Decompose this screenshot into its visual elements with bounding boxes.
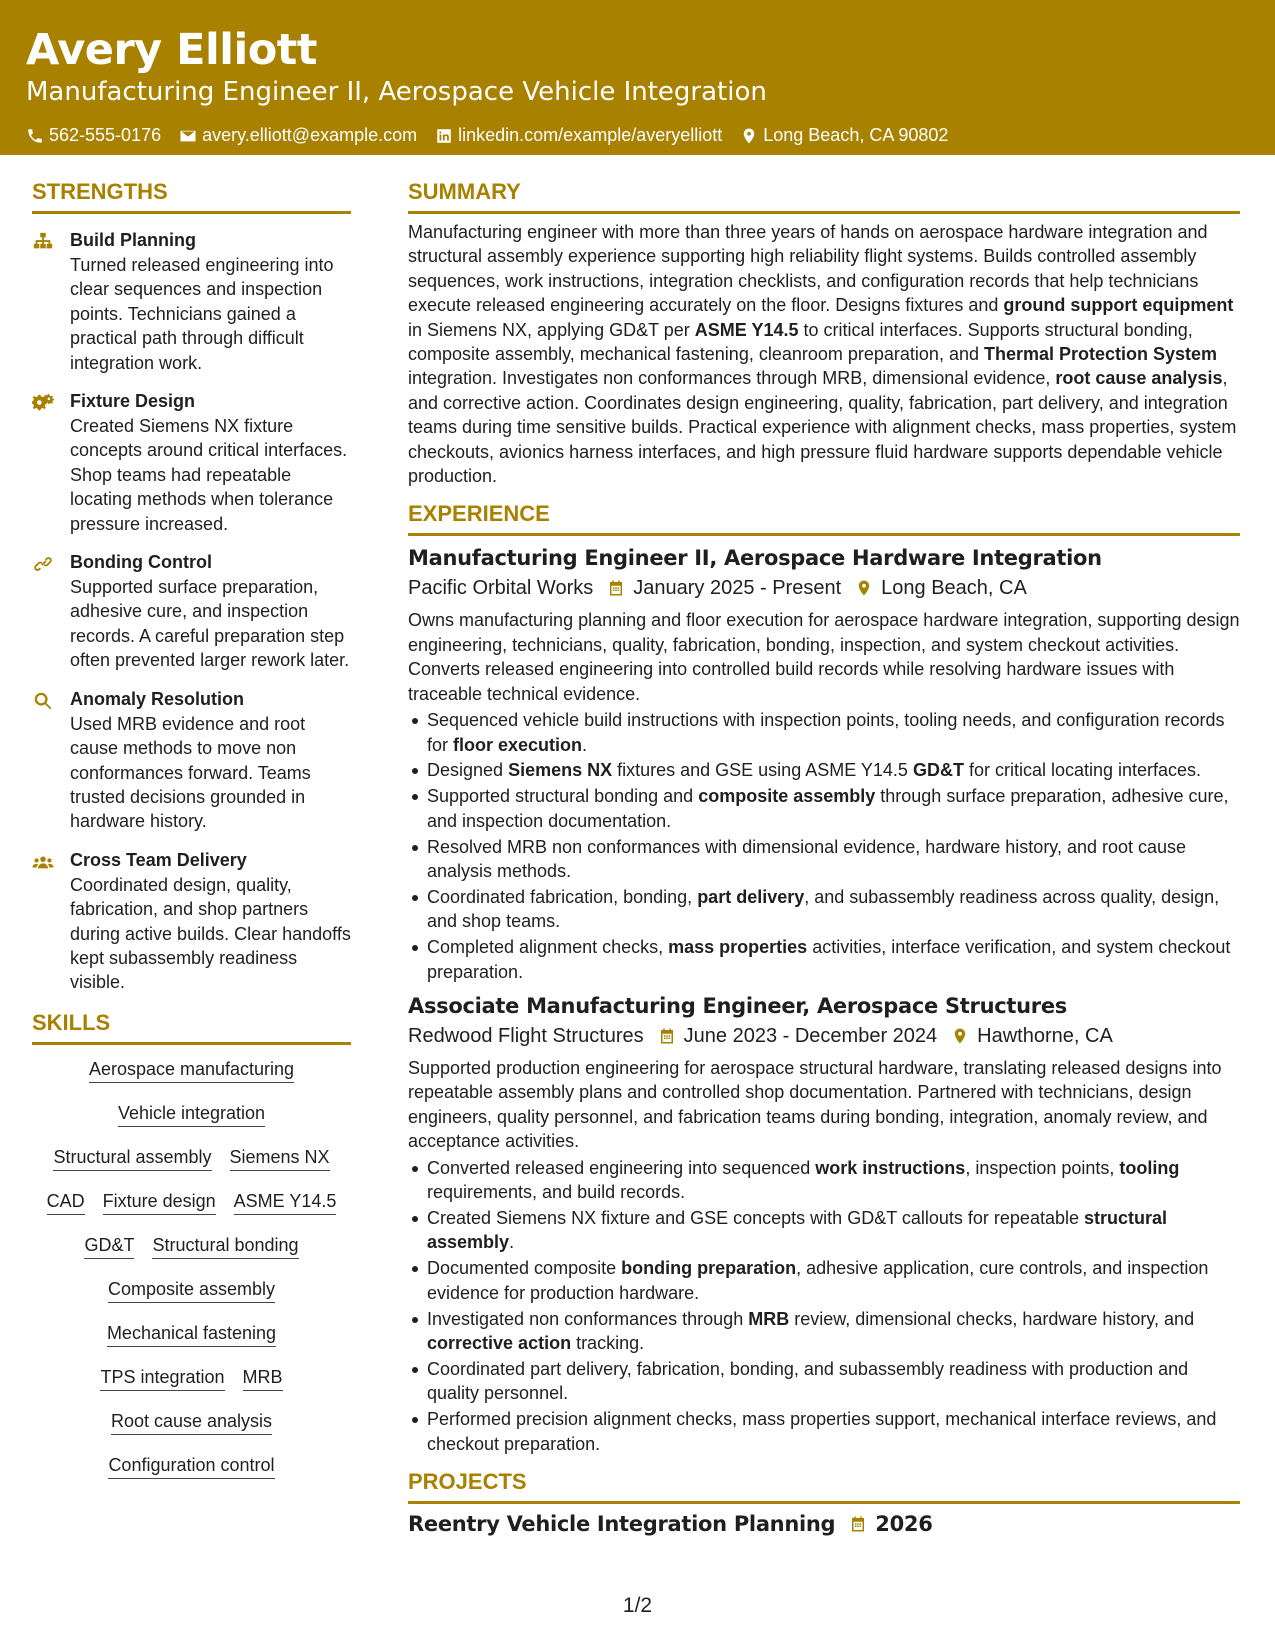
list-item (408, 1407, 1240, 1456)
strength-heading: Build Planning (70, 230, 196, 250)
text-segment: , adhesive application, cure controls, and inspection evidence for production hardware. (427, 1258, 1209, 1303)
skill-tag: GD&T (84, 1233, 134, 1259)
bold-text: MRB (748, 1308, 790, 1329)
bold-text: bonding preparation (621, 1258, 797, 1279)
text-segment: Investigated non conformances through (427, 1308, 749, 1329)
contact-linkedin-text: linkedin.com/example/averyelliott (458, 125, 723, 145)
project-year: 2026 (875, 1512, 933, 1537)
calendar-icon (849, 1515, 867, 1533)
skill-tag: Aerospace manufacturing (89, 1057, 294, 1083)
skill-tag: Mechanical fastening (107, 1321, 276, 1347)
text-segment: Sequenced vehicle build instructions with inspection points, tooling needs, and configuration records for (427, 710, 1225, 755)
strength-item (32, 389, 351, 536)
list-item (408, 1256, 1240, 1305)
strength-text: Coordinated design, quality, fabrication, and shop partners during active builds. Clear handoffs kept subassembly readiness visible. (70, 874, 351, 993)
text-segment: activities, interface verification, and system checkout preparation. (427, 937, 1231, 982)
bold-text: root cause analysis (1055, 368, 1223, 389)
left-column (32, 178, 351, 1479)
job-bullets (408, 1156, 1240, 1456)
skills-heading: SKILLS (32, 1009, 351, 1045)
text-segment: Manufacturing engineer with more than three years of hands on aerospace hardware integration and structural assembly experience supporting high reliability flight systems. Builds controlled assembly sequences, work instructions, integration checklists, and configuration records that help technicians execute released engineering accurately on the floor. Designs fixtures and (408, 222, 1208, 316)
contact-email-text: avery.elliott@example.com (202, 125, 418, 145)
sitemap-icon (32, 231, 54, 253)
users-icon (32, 851, 54, 873)
job-description: Owns manufacturing planning and floor execution for aerospace hardware integration, supporting design engineering, technicians, quality, fabrication, bonding, inspection, and system checkout activities. Converts released engineering into controlled build records while resolving hardware issues with traceable technical evidence. (408, 610, 1240, 704)
bold-text: tooling (1119, 1157, 1180, 1178)
job-title: Manufacturing Engineer II, Aerospace Hardware Integration (408, 546, 1102, 571)
bold-text: Thermal Protection System (983, 344, 1218, 365)
summary-text (408, 220, 1240, 488)
text-segment: , and subassembly readiness across quality, design, and shop teams. (427, 886, 1220, 932)
contact-location (740, 125, 948, 146)
list-item (408, 1156, 1240, 1205)
text-segment: requirements, and build records. (427, 1182, 686, 1203)
phone-icon (26, 127, 44, 145)
contact-bar (26, 125, 1249, 146)
contact-email[interactable] (179, 125, 417, 146)
text-segment: for critical locating interfaces. (963, 760, 1202, 781)
list-item (408, 885, 1240, 934)
job-location: Hawthorne, CA (977, 1025, 1113, 1048)
strengths-heading: STRENGTHS (32, 178, 351, 214)
skill-tag: TPS integration (100, 1365, 224, 1391)
project-entry (408, 1510, 1240, 1538)
text-segment: Resolved MRB non conformances with dimensional evidence, hardware history, and root cause analysis methods. (427, 836, 1187, 882)
text-segment: . (509, 1232, 515, 1253)
skill-tag: Siemens NX (230, 1145, 330, 1171)
strength-heading: Bonding Control (70, 552, 212, 573)
strength-text: Turned released engineering into clear sequences and inspection points. Technicians gained a practical path through difficult integration work. (70, 255, 334, 373)
list-item (408, 1357, 1240, 1406)
text-segment: Created Siemens NX fixture and GSE concepts with GD&T callouts for repeatable (427, 1208, 1084, 1228)
list-item (408, 758, 1240, 782)
strength-text: Used MRB evidence and root cause methods to move non conformances forward. Teams trusted decisions grounded in hardware history. (70, 713, 311, 832)
job-entry (408, 544, 1240, 984)
skill-tag: Fixture design (103, 1189, 216, 1215)
text-segment: Coordinated fabrication, bonding, (427, 886, 698, 907)
text-segment: . (582, 734, 588, 755)
calendar-icon (658, 1027, 676, 1045)
contact-phone-text: 562-555-0176 (49, 125, 162, 145)
strength-item (32, 550, 351, 673)
bold-text: work instructions (815, 1157, 966, 1178)
text-segment: Supported structural bonding and (427, 786, 699, 807)
bold-text: ASME Y14.5 (694, 319, 799, 340)
calendar-icon (607, 579, 625, 597)
map-pin-icon (951, 1027, 969, 1045)
skill-tag: CAD (47, 1189, 85, 1215)
text-segment: tracking. (571, 1333, 645, 1354)
contact-linkedin[interactable] (435, 125, 722, 146)
strength-text: Created Siemens NX fixture concepts around critical interfaces. Shop teams had repeatable locating methods when tolerance pressure increased. (70, 416, 348, 534)
text-segment: integration. Investigates non conformances through MRB, dimensional evidence, (408, 368, 1056, 389)
map-pin-icon (855, 579, 873, 597)
text-segment: Documented composite (427, 1258, 622, 1279)
projects-heading: PROJECTS (408, 1468, 1240, 1504)
job-bullets (408, 708, 1240, 984)
list-item (408, 935, 1240, 984)
map-pin-icon (740, 127, 758, 145)
candidate-name: Avery Elliott (26, 25, 317, 75)
bold-text: part delivery (697, 886, 805, 907)
skill-tag: ASME Y14.5 (234, 1189, 337, 1215)
bold-text: Siemens NX (508, 760, 613, 781)
strength-item (32, 228, 351, 375)
right-column (408, 178, 1240, 1538)
text-segment: Coordinated part delivery, fabrication, bonding, and subassembly readiness with production and quality personnel. (427, 1358, 1189, 1404)
strengths-list (32, 228, 351, 995)
skill-tag: Vehicle integration (118, 1101, 265, 1127)
text-segment: Designed (427, 760, 509, 781)
job-meta (408, 574, 1240, 602)
skill-tag: Composite assembly (108, 1277, 275, 1303)
skills-list (32, 1057, 351, 1479)
resume-header (0, 0, 1275, 155)
search-icon (32, 690, 54, 712)
list-item (408, 835, 1240, 884)
envelope-icon (179, 127, 197, 145)
strength-heading: Cross Team Delivery (70, 849, 247, 870)
text-segment: , inspection points, (965, 1157, 1120, 1178)
bold-text: floor execution (453, 734, 583, 755)
bold-text: ground support equipment (1003, 295, 1234, 316)
text-segment: fixtures and GSE using ASME Y14.5 (612, 760, 913, 781)
job-company: Pacific Orbital Works (408, 577, 594, 600)
skill-tag: Configuration control (108, 1453, 274, 1479)
page-number: 1/2 (622, 1594, 653, 1617)
job-dates: January 2025 - Present (633, 577, 842, 600)
skill-tag: Root cause analysis (111, 1409, 272, 1435)
job-dates: June 2023 - December 2024 (683, 1025, 938, 1048)
list-item (408, 784, 1240, 833)
bold-text: composite assembly (698, 786, 876, 807)
job-company: Redwood Flight Structures (408, 1025, 644, 1048)
text-segment: Performed precision alignment checks, mass properties support, mechanical interface reviews, and checkout preparation. (427, 1409, 1217, 1454)
strength-heading: Fixture Design (70, 391, 196, 412)
experience-heading: EXPERIENCE (408, 500, 1240, 536)
strength-heading: Anomaly Resolution (70, 688, 245, 709)
bold-text: GD&T (912, 760, 964, 781)
strength-item (32, 848, 351, 995)
list-item (408, 1206, 1240, 1255)
text-segment: , and corrective action. Coordinates design engineering, quality, fabrication, part delivery, and integration teams during time sensitive builds. Practical experience with alignment checks, mass properties, system checkouts, avionics harness interfaces, and high pressure fluid hardware supports dependable vehicle production. (408, 368, 1237, 487)
bold-text: structural assembly (427, 1208, 1168, 1253)
skill-tag: Structural assembly (53, 1145, 211, 1171)
job-title: Associate Manufacturing Engineer, Aerospace Structures (408, 994, 1067, 1019)
job-location: Long Beach, CA (881, 577, 1027, 600)
gears-icon (32, 392, 54, 414)
skill-tag: Structural bonding (152, 1233, 298, 1259)
job-description: Supported production engineering for aerospace structural hardware, translating released designs into repeatable assembly plans and controlled shop documentation. Partnered with technicians, design engineers, quality personnel, and fabrication teams during bonding, integration, anomaly review, and acceptance activities. (408, 1058, 1222, 1152)
bold-text: corrective action (427, 1333, 572, 1354)
job-entry (408, 992, 1240, 1456)
bold-text: mass properties (668, 937, 808, 958)
project-name: Reentry Vehicle Integration Planning (408, 1512, 836, 1537)
text-segment: through surface preparation, adhesive cure, and inspection documentation. (427, 786, 1229, 831)
summary-heading: SUMMARY (408, 178, 1240, 214)
list-item (408, 1307, 1240, 1356)
text-segment: Completed alignment checks, (427, 937, 669, 958)
text-segment: review, dimensional checks, hardware history, and (789, 1308, 1195, 1329)
skill-tag: MRB (243, 1365, 283, 1391)
strength-item (32, 687, 351, 834)
contact-phone[interactable] (26, 125, 161, 146)
contact-location-text: Long Beach, CA 90802 (763, 125, 949, 145)
candidate-title: Manufacturing Engineer II, Aerospace Vehicle Integration (26, 77, 767, 107)
list-item (408, 708, 1240, 757)
linkedin-icon (435, 127, 453, 145)
strength-text: Supported surface preparation, adhesive cure, and inspection records. A careful preparation step often prevented larger rework later. (70, 577, 350, 671)
job-meta (408, 1022, 1240, 1050)
text-segment: Converted released engineering into sequenced (427, 1157, 816, 1178)
link-icon (32, 553, 54, 575)
text-segment: in Siemens NX, applying GD&T per (408, 319, 695, 340)
text-segment: to critical interfaces. Supports structural bonding, composite assembly, mechanical fastening, cleanroom preparation, and (408, 319, 1193, 365)
